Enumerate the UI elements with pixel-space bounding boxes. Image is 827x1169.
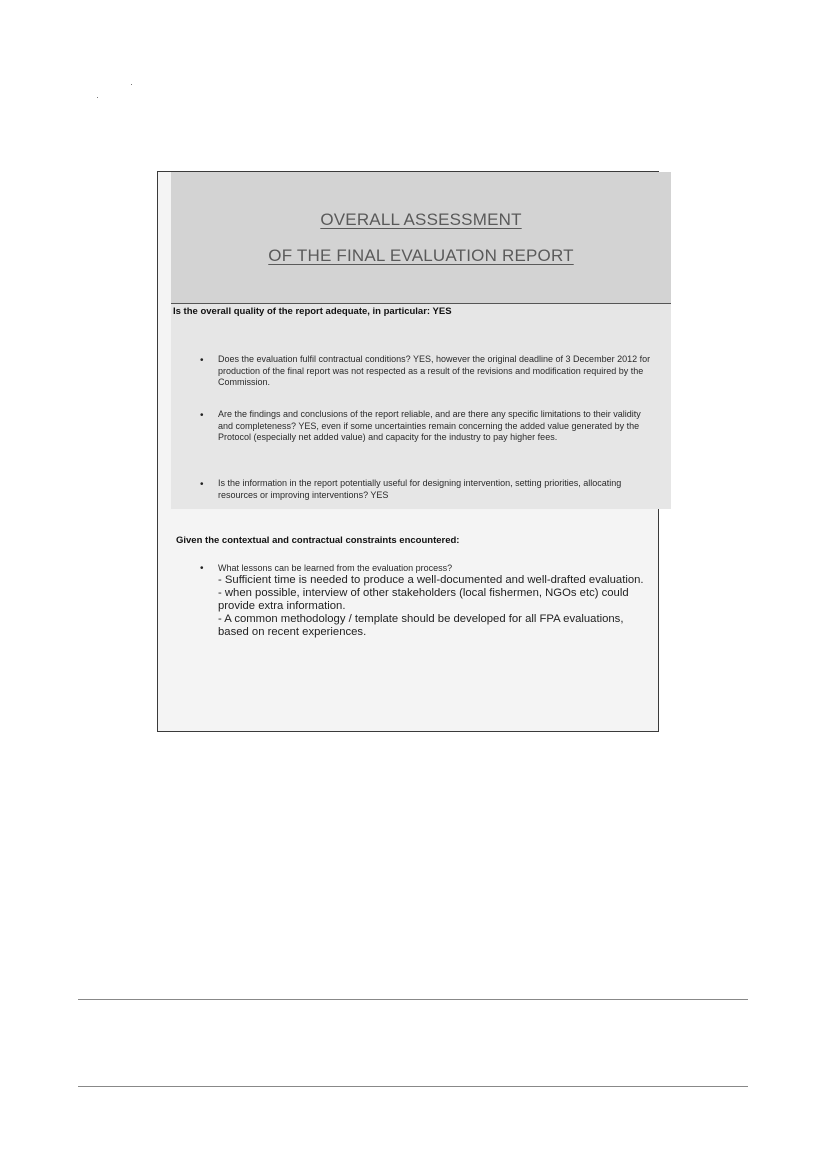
scan-speck (131, 84, 132, 85)
lesson-item: - A common methodology / template should be developed for all FPA evaluations, based on recent experiences. (218, 613, 624, 638)
lesson-item: - when possible, interview of other stakeholders (local fishermen, NGOs etc) could provide extra information. (218, 587, 629, 612)
title-line-2: OF THE FINAL EVALUATION REPORT (268, 246, 574, 265)
lessons-bullet (200, 562, 655, 639)
bullet-icon: • (200, 410, 204, 421)
lesson-item: - Sufficient time is needed to produce a well-documented and well-drafted evaluation. (218, 574, 644, 586)
header-band (171, 172, 671, 303)
quality-bullet-1 (200, 354, 655, 389)
quality-question: Is the overall quality of the report adequate, in particular: YES (173, 306, 452, 317)
constraints-heading: Given the contextual and contractual constraints encountered: (176, 535, 460, 546)
quality-bullet-3 (200, 478, 655, 501)
lessons-question: What lessons can be learned from the evaluation process? (218, 563, 453, 573)
bullet-icon: • (200, 563, 204, 574)
bullet-text: Are the findings and conclusions of the report reliable, and are there any specific limitations to their validity and completeness? YES, even if some uncertainties remain concerning the added value generated by the Protocol (especially net added value) and capacity for the industry to pay higher fees. (218, 409, 641, 442)
footer-rule-top (78, 999, 748, 1000)
bullet-icon: • (200, 479, 204, 490)
assessment-form-box (157, 171, 659, 732)
bullet-text: Does the evaluation fulfil contractual conditions? YES, however the original deadline of 3 December 2012 for production of the final report was not respected as a result of the revisions and modification required by the Commission. (218, 354, 651, 387)
footer-rule-bottom (78, 1086, 748, 1087)
quality-bullet-2 (200, 409, 655, 444)
title-line-1: OVERALL ASSESSMENT (320, 210, 522, 229)
scan-speck (97, 97, 98, 98)
bullet-icon: • (200, 355, 204, 366)
bullet-text: Is the information in the report potentially useful for designing intervention, setting priorities, allocating resources or improving interventions? YES (218, 478, 622, 500)
